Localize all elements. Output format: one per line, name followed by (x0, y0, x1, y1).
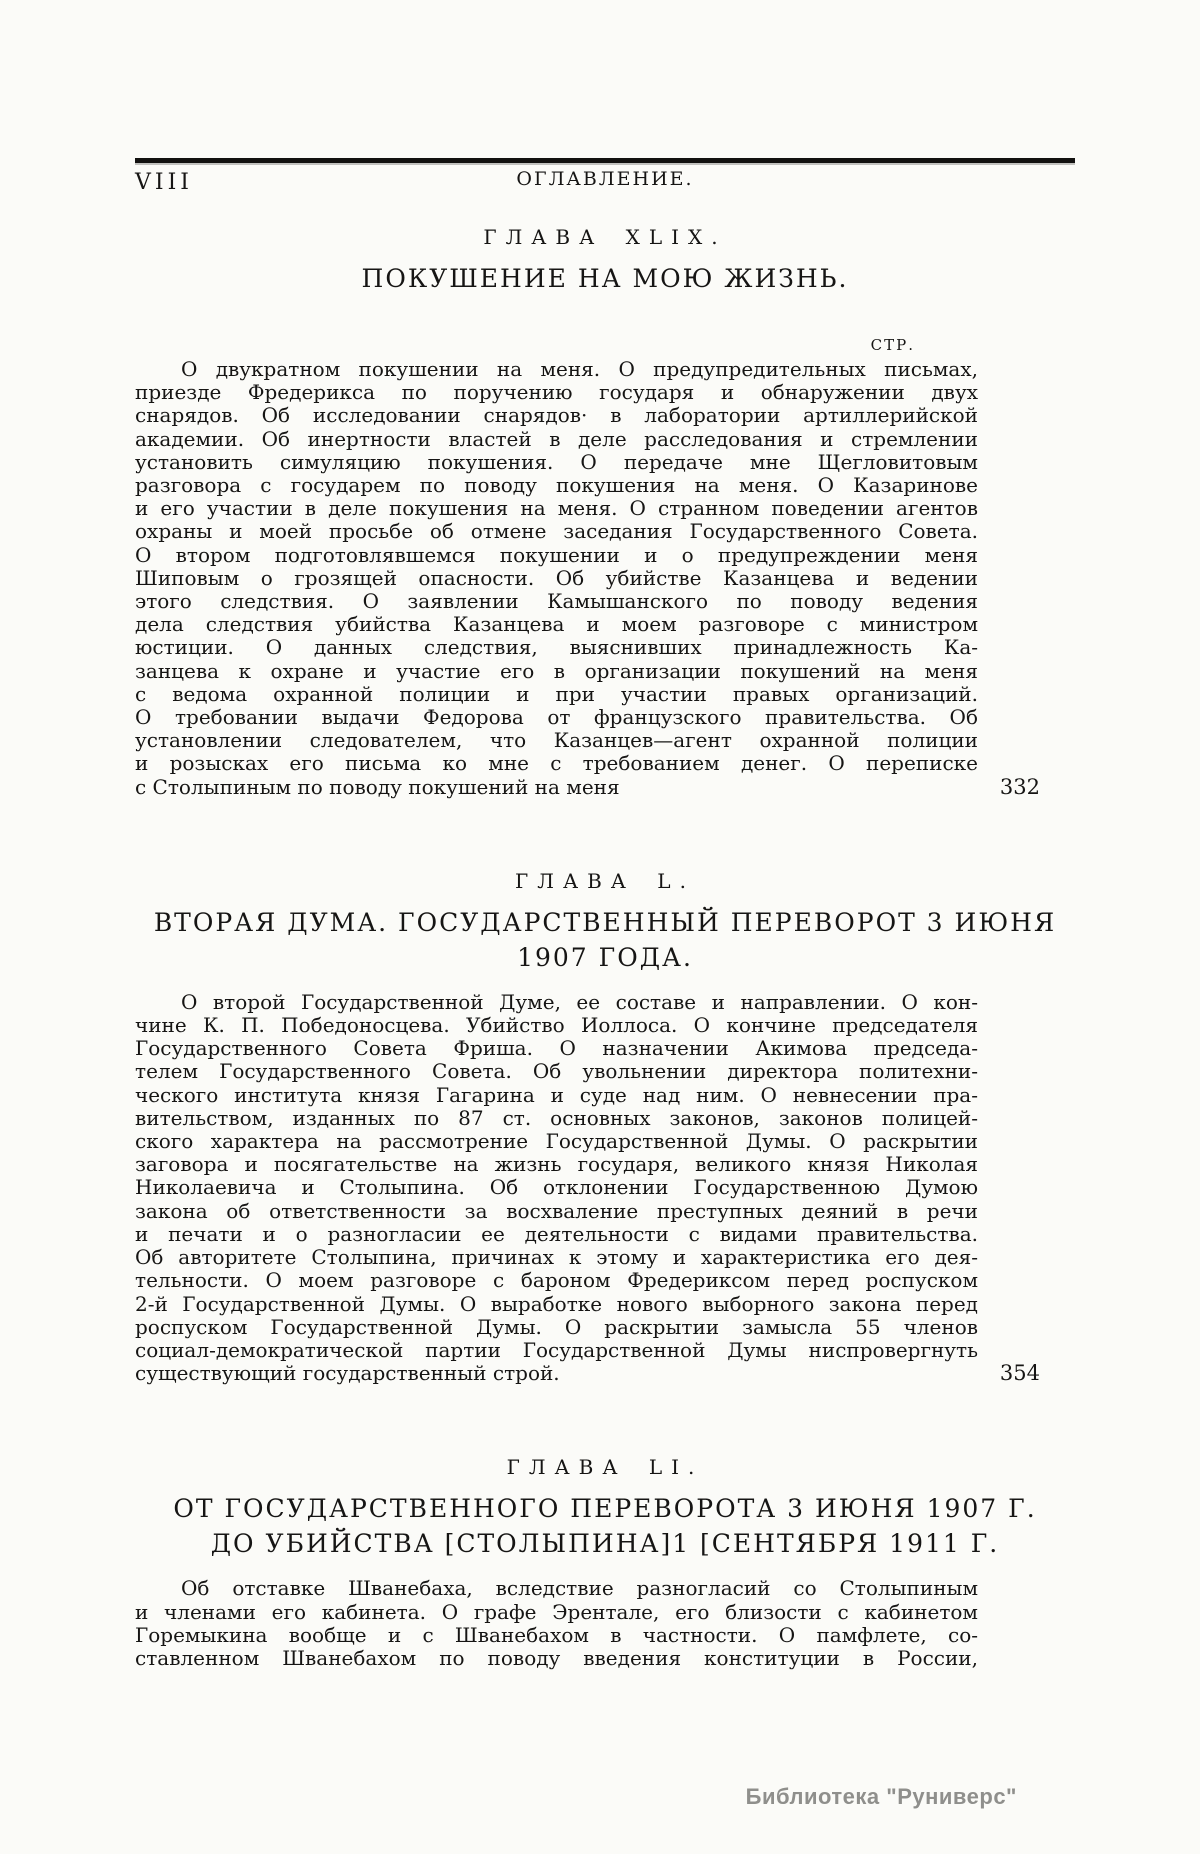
page-header (135, 168, 1075, 195)
chapter-page-number: 354 (999, 1361, 1040, 1386)
chapter-title-line: 1907 ГОДА. (517, 942, 693, 972)
summary-line: с Столыпиным по поводу покушений на меня (135, 774, 620, 799)
chapter-title (135, 1491, 1075, 1561)
summary-line: ставленном Шванебахом по поводу введения конституции в России, (135, 1645, 978, 1670)
summary-line: дела следствия убийства Казанцева и моем разговоре с министром (135, 612, 978, 637)
summary-line: Об отставке Шванебаха, вследствие разногласий со Столыпиным (181, 1576, 978, 1601)
folio-number: VIII (135, 170, 193, 195)
summary-line: О второй Государственной Думе, ее составе и направлении. О кон- (181, 989, 978, 1014)
summary-line: вительством, изданных по 87 ст. основных законов, законов полицей- (135, 1105, 978, 1130)
summary-line: ческого института князя Гагарина и суде над ним. О невнесении пра- (135, 1082, 978, 1107)
running-title: ОГЛАВЛЕНИЕ. (516, 168, 694, 190)
summary-line: и печати и о разногласии ее деятельности с видами правительства. (135, 1221, 978, 1246)
summary-line: закона об ответственности за восхваление преступных деяний в речи (135, 1198, 978, 1223)
summary-line: занцева к охране и участие его в организации покушений на меня (135, 658, 978, 683)
chapter-title-line: ВТОРАЯ ДУМА. ГОСУДАРСТВЕННЫЙ ПЕРЕВОРОТ 3 ИЮНЯ (153, 907, 1057, 937)
summary-line: приезде Фредерикса по поручению государя и обнаружении двух (135, 380, 978, 405)
summary-line: разговора с государем по поводу покушения на меня. О Казаринове (135, 473, 978, 498)
chapter-title-line: ДО УБИЙСТВА [СТОЛЫПИНА]1 [СЕНТЯБРЯ 1911 Г. (210, 1529, 1000, 1559)
toc-chapter (135, 869, 1075, 1385)
toc-chapter (135, 1455, 1075, 1670)
summary-line: юстиции. О данных следствия, выяснивших принадлежность Ка- (135, 635, 978, 660)
chapter-summary (135, 1577, 978, 1670)
summary-line: с ведома охранной полиции и при участии правых организаций. (135, 681, 978, 706)
chapter-summary (135, 989, 1040, 1386)
chapter-label: ГЛАВА L. (515, 868, 695, 893)
chapter-title-line: ОТ ГОСУДАРСТВЕННОГО ПЕРЕВОРОТА 3 ИЮНЯ 1907 Г. (173, 1494, 1037, 1524)
summary-line: чине К. П. Победоносцева. Убийство Иоллоса. О кончине председателя (135, 1013, 978, 1038)
summary-line: Николаевича и Столыпина. Об отклонении Государственною Думою (135, 1175, 978, 1200)
chapter-title-line: ПОКУШЕНИЕ НА МОЮ ЖИЗНЬ. (361, 264, 849, 293)
chapter-title (135, 261, 1075, 296)
summary-line: академии. Об инертности властей в деле расследования и стремлении (135, 426, 978, 451)
page-content (135, 0, 1075, 1670)
summary-line: тельности. О моем разговоре с бароном Фредериксом перед роспуском (135, 1268, 978, 1293)
chapter-title (135, 905, 1075, 975)
summary-line: социал-демократической партии Государственной Думы ниспровергнуть (135, 1337, 978, 1362)
summary-line: установить симуляцию покушения. О передаче мне Щегловитовым (135, 449, 978, 474)
library-watermark: Библиотека "Руниверс" (745, 1784, 1017, 1809)
summary-line: этого следствия. О заявлении Камышанского по поводу ведения (135, 589, 978, 614)
summary-line: ского характера на рассмотрение Государственной Думы. О раскрытии (135, 1129, 978, 1154)
summary-line: роспуском Государственной Думы. О раскрытии замысла 55 членов (135, 1314, 978, 1339)
summary-line: Государственного Совета Фриша. О назначении Акимова председа- (135, 1036, 978, 1061)
summary-line: заговора и посягательстве на жизнь государя, великого князя Николая (135, 1152, 978, 1177)
summary-line: телем Государственного Совета. Об увольнении директора политехни- (135, 1059, 978, 1084)
page-column-header: СТР. (870, 336, 915, 354)
summary-line: и розысках его письма ко мне с требованием денег. О переписке (135, 751, 978, 776)
summary-line: О двукратном покушении на меня. О предупредительных письмах, (181, 357, 978, 381)
summary-line: и его участии в деле покушения на меня. О странном поведении агентов (135, 496, 978, 521)
summary-line: снарядов. Об исследовании снарядов· в лаборатории артиллерийской (135, 403, 978, 428)
summary-line: существующий государственный строй. (135, 1361, 560, 1386)
summary-line: Об авторитете Столыпина, причинах к этому и характеристика его дея- (135, 1245, 978, 1270)
summary-line: установлении следователем, что Казанцев—агент охранной полиции (135, 728, 978, 753)
summary-line: охраны и моей просьбе об отмене заседания Государственного Совета. (135, 519, 978, 544)
chapter-page-number: 332 (999, 774, 1040, 799)
chapter-summary (135, 357, 1040, 799)
summary-line: Горемыкина вообще и с Шванебахом в частности. О памфлете, со- (135, 1622, 978, 1647)
header-rule (135, 158, 1075, 163)
summary-line: и членами его кабинета. О графе Эрентале, его близости с кабинетом (135, 1599, 978, 1624)
summary-line: О втором подготовлявшемся покушении и о предупреждении меня (135, 542, 978, 567)
summary-line: Шиповым о грозящей опасности. Об убийстве Казанцева и ведении (135, 565, 978, 590)
chapter-label: ГЛАВА XLIX. (483, 225, 727, 249)
toc-chapter (135, 225, 1075, 799)
summary-line: 2-й Государственной Думы. О выработке нового выборного закона перед (135, 1291, 978, 1316)
summary-line: О требовании выдачи Федорова от французского правительства. Об (135, 705, 978, 730)
toc-chapters (135, 0, 1075, 1670)
chapter-label: ГЛАВА LI. (506, 1455, 704, 1480)
